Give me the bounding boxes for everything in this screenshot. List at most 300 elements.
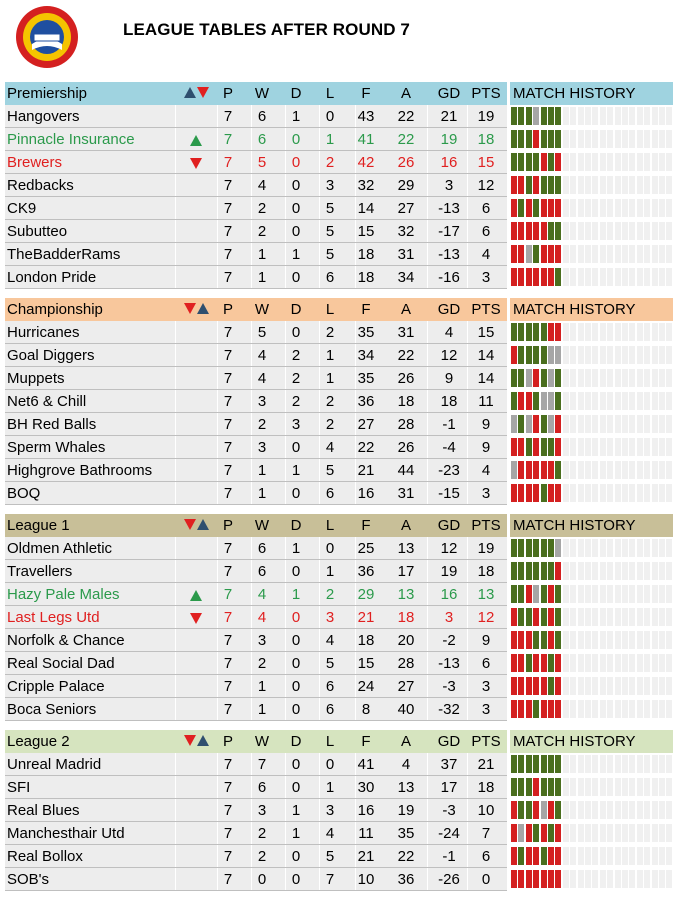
stat-pts: 6 xyxy=(481,655,491,672)
win-result-bar xyxy=(548,130,554,148)
win-result-bar xyxy=(555,176,561,194)
empty-result-slot xyxy=(615,700,621,718)
stat-p: 7 xyxy=(223,177,233,194)
empty-result-slot xyxy=(622,539,628,557)
loss-result-bar xyxy=(541,245,547,263)
empty-result-slot xyxy=(615,755,621,773)
empty-result-slot xyxy=(637,461,643,479)
empty-result-slot xyxy=(666,268,672,286)
column-header-gd: GD xyxy=(437,733,461,750)
win-result-bar xyxy=(548,153,554,171)
match-history-bars xyxy=(511,847,675,867)
empty-result-slot xyxy=(578,484,584,502)
stat-w: 1 xyxy=(257,246,267,263)
win-result-bar xyxy=(526,801,532,819)
stat-a: 29 xyxy=(397,177,415,194)
draw-result-bar xyxy=(533,585,539,603)
empty-result-slot xyxy=(600,268,606,286)
loss-result-bar xyxy=(555,677,561,695)
stat-a: 31 xyxy=(397,246,415,263)
empty-result-slot xyxy=(578,199,584,217)
empty-result-slot xyxy=(592,369,598,387)
win-result-bar xyxy=(518,778,524,796)
win-result-bar xyxy=(541,755,547,773)
empty-result-slot xyxy=(570,268,576,286)
column-header-gd: GD xyxy=(437,517,461,534)
draw-result-bar xyxy=(555,346,561,364)
loss-result-bar xyxy=(533,677,539,695)
empty-result-slot xyxy=(592,585,598,603)
stat-l: 0 xyxy=(325,108,335,125)
stat-p: 7 xyxy=(223,779,233,796)
win-result-bar xyxy=(526,438,532,456)
win-result-bar xyxy=(555,778,561,796)
empty-result-slot xyxy=(644,484,650,502)
stat-a: 13 xyxy=(397,779,415,796)
match-history-bars xyxy=(511,107,675,127)
empty-result-slot xyxy=(600,631,606,649)
loss-result-bar xyxy=(518,268,524,286)
stat-w: 4 xyxy=(257,586,267,603)
stat-f: 16 xyxy=(357,485,375,502)
match-history-bars xyxy=(511,323,675,343)
stat-f: 35 xyxy=(357,324,375,341)
empty-result-slot xyxy=(600,461,606,479)
win-result-bar xyxy=(511,755,517,773)
stat-f: 34 xyxy=(357,347,375,364)
win-result-bar xyxy=(518,847,524,865)
league-name: League 2 xyxy=(7,733,70,750)
team-row xyxy=(5,413,673,436)
column-header-w: W xyxy=(254,85,270,102)
stat-gd: 19 xyxy=(440,131,458,148)
stat-p: 7 xyxy=(223,586,233,603)
stat-gd: 18 xyxy=(440,393,458,410)
empty-result-slot xyxy=(607,107,613,125)
empty-result-slot xyxy=(615,870,621,888)
stat-gd: -16 xyxy=(438,269,460,286)
empty-result-slot xyxy=(563,176,569,194)
loss-result-bar xyxy=(548,245,554,263)
up-arrow-icon xyxy=(197,519,209,530)
win-result-bar xyxy=(518,369,524,387)
loss-result-bar xyxy=(518,631,524,649)
stat-d: 2 xyxy=(291,393,301,410)
match-history-bars xyxy=(511,631,675,651)
empty-result-slot xyxy=(615,484,621,502)
empty-result-slot xyxy=(622,801,628,819)
stat-pts: 12 xyxy=(477,177,495,194)
win-result-bar xyxy=(511,323,517,341)
win-result-bar xyxy=(533,700,539,718)
team-name: Net6 & Chill xyxy=(7,393,87,410)
empty-result-slot xyxy=(592,778,598,796)
stat-d: 0 xyxy=(291,655,301,672)
empty-result-slot xyxy=(615,323,621,341)
empty-result-slot xyxy=(644,153,650,171)
loss-result-bar xyxy=(555,199,561,217)
loss-result-bar xyxy=(555,323,561,341)
up-arrow-icon xyxy=(197,735,209,746)
match-history-bars xyxy=(511,484,675,504)
loss-result-bar xyxy=(511,346,517,364)
empty-result-slot xyxy=(600,199,606,217)
stat-f: 30 xyxy=(357,779,375,796)
stat-l: 1 xyxy=(325,370,335,387)
stat-p: 7 xyxy=(223,632,233,649)
stat-l: 1 xyxy=(325,779,335,796)
empty-result-slot xyxy=(629,323,635,341)
empty-result-slot xyxy=(563,755,569,773)
match-history-bars xyxy=(511,245,675,265)
stat-w: 2 xyxy=(257,200,267,217)
empty-result-slot xyxy=(592,631,598,649)
league-header-row xyxy=(5,514,673,537)
stat-a: 26 xyxy=(397,154,415,171)
draw-result-bar xyxy=(548,346,554,364)
empty-result-slot xyxy=(644,323,650,341)
win-result-bar xyxy=(511,539,517,557)
loss-result-bar xyxy=(518,461,524,479)
empty-result-slot xyxy=(629,654,635,672)
empty-result-slot xyxy=(644,631,650,649)
empty-result-slot xyxy=(615,778,621,796)
stat-gd: 16 xyxy=(440,154,458,171)
win-result-bar xyxy=(541,369,547,387)
empty-result-slot xyxy=(570,608,576,626)
empty-result-slot xyxy=(585,778,591,796)
empty-result-slot xyxy=(585,755,591,773)
loss-result-bar xyxy=(555,700,561,718)
loss-result-bar xyxy=(526,847,532,865)
empty-result-slot xyxy=(659,176,665,194)
empty-result-slot xyxy=(666,778,672,796)
empty-result-slot xyxy=(659,870,665,888)
empty-result-slot xyxy=(585,415,591,433)
empty-result-slot xyxy=(622,461,628,479)
stat-l: 5 xyxy=(325,223,335,240)
empty-result-slot xyxy=(563,130,569,148)
empty-result-slot xyxy=(570,199,576,217)
empty-result-slot xyxy=(607,222,613,240)
stat-a: 19 xyxy=(397,802,415,819)
team-name: Hurricanes xyxy=(7,324,80,341)
empty-result-slot xyxy=(563,847,569,865)
stat-pts: 6 xyxy=(481,848,491,865)
empty-result-slot xyxy=(607,323,613,341)
empty-result-slot xyxy=(615,438,621,456)
win-result-bar xyxy=(541,346,547,364)
empty-result-slot xyxy=(659,755,665,773)
win-result-bar xyxy=(541,631,547,649)
stat-p: 7 xyxy=(223,131,233,148)
empty-result-slot xyxy=(637,268,643,286)
empty-result-slot xyxy=(659,369,665,387)
stat-p: 7 xyxy=(223,462,233,479)
stat-a: 4 xyxy=(401,756,411,773)
empty-result-slot xyxy=(659,130,665,148)
empty-result-slot xyxy=(629,539,635,557)
league-table-1 xyxy=(5,82,673,289)
empty-result-slot xyxy=(622,484,628,502)
empty-result-slot xyxy=(615,369,621,387)
stat-w: 3 xyxy=(257,802,267,819)
empty-result-slot xyxy=(570,323,576,341)
empty-result-slot xyxy=(585,847,591,865)
empty-result-slot xyxy=(666,539,672,557)
stat-l: 4 xyxy=(325,439,335,456)
empty-result-slot xyxy=(644,245,650,263)
win-result-bar xyxy=(518,539,524,557)
stat-pts: 19 xyxy=(477,540,495,557)
empty-result-slot xyxy=(585,631,591,649)
empty-result-slot xyxy=(600,755,606,773)
stat-a: 22 xyxy=(397,131,415,148)
stat-w: 3 xyxy=(257,632,267,649)
empty-result-slot xyxy=(585,153,591,171)
team-row xyxy=(5,151,673,174)
empty-result-slot xyxy=(629,608,635,626)
empty-result-slot xyxy=(578,222,584,240)
stat-d: 0 xyxy=(291,563,301,580)
stat-f: 18 xyxy=(357,269,375,286)
team-name: Highgrove Bathrooms xyxy=(7,462,153,479)
empty-result-slot xyxy=(570,847,576,865)
win-result-bar xyxy=(548,176,554,194)
stat-d: 0 xyxy=(291,200,301,217)
page-title: LEAGUE TABLES AFTER ROUND 7 xyxy=(123,20,410,39)
empty-result-slot xyxy=(629,415,635,433)
empty-result-slot xyxy=(615,415,621,433)
empty-result-slot xyxy=(578,608,584,626)
empty-result-slot xyxy=(666,199,672,217)
loss-result-bar xyxy=(555,847,561,865)
row-divider xyxy=(5,504,507,505)
empty-result-slot xyxy=(622,130,628,148)
stat-p: 7 xyxy=(223,269,233,286)
empty-result-slot xyxy=(570,222,576,240)
stat-w: 4 xyxy=(257,347,267,364)
empty-result-slot xyxy=(615,585,621,603)
empty-result-slot xyxy=(600,847,606,865)
empty-result-slot xyxy=(592,176,598,194)
team-name: Pinnacle Insurance xyxy=(7,131,135,148)
stat-f: 21 xyxy=(357,848,375,865)
stat-f: 35 xyxy=(357,370,375,387)
loss-result-bar xyxy=(526,677,532,695)
team-name: Goal Diggers xyxy=(7,347,95,364)
match-history-bars xyxy=(511,369,675,389)
empty-result-slot xyxy=(570,153,576,171)
promotion-arrow-icon xyxy=(190,135,202,146)
empty-result-slot xyxy=(585,562,591,580)
stat-d: 0 xyxy=(291,269,301,286)
loss-result-bar xyxy=(541,268,547,286)
stat-f: 24 xyxy=(357,678,375,695)
win-result-bar xyxy=(541,438,547,456)
empty-result-slot xyxy=(592,268,598,286)
draw-result-bar xyxy=(541,392,547,410)
loss-result-bar xyxy=(511,801,517,819)
column-header-p: P xyxy=(222,301,233,318)
empty-result-slot xyxy=(578,153,584,171)
empty-result-slot xyxy=(585,268,591,286)
empty-result-slot xyxy=(637,369,643,387)
win-result-bar xyxy=(548,778,554,796)
empty-result-slot xyxy=(637,631,643,649)
loss-result-bar xyxy=(511,677,517,695)
win-result-bar xyxy=(555,608,561,626)
empty-result-slot xyxy=(607,392,613,410)
win-result-bar xyxy=(533,392,539,410)
stat-d: 1 xyxy=(291,462,301,479)
empty-result-slot xyxy=(585,392,591,410)
team-name: Norfolk & Chance xyxy=(7,632,125,649)
empty-result-slot xyxy=(637,562,643,580)
loss-result-bar xyxy=(548,870,554,888)
relegation-arrow-icon xyxy=(190,158,202,169)
stat-f: 8 xyxy=(361,701,371,718)
empty-result-slot xyxy=(570,176,576,194)
empty-result-slot xyxy=(666,700,672,718)
empty-result-slot xyxy=(600,562,606,580)
team-row xyxy=(5,537,673,560)
draw-result-bar xyxy=(526,245,532,263)
empty-result-slot xyxy=(622,631,628,649)
win-result-bar xyxy=(526,608,532,626)
empty-result-slot xyxy=(652,369,658,387)
empty-result-slot xyxy=(570,778,576,796)
empty-result-slot xyxy=(615,539,621,557)
empty-result-slot xyxy=(659,153,665,171)
win-result-bar xyxy=(555,392,561,410)
loss-result-bar xyxy=(548,484,554,502)
team-name: Last Legs Utd xyxy=(7,609,100,626)
stat-a: 26 xyxy=(397,370,415,387)
stat-p: 7 xyxy=(223,108,233,125)
win-result-bar xyxy=(548,222,554,240)
team-row xyxy=(5,822,673,845)
loss-result-bar xyxy=(511,700,517,718)
stat-f: 21 xyxy=(357,609,375,626)
stat-pts: 18 xyxy=(477,779,495,796)
draw-result-bar xyxy=(548,392,554,410)
empty-result-slot xyxy=(578,870,584,888)
empty-result-slot xyxy=(615,130,621,148)
loss-result-bar xyxy=(533,176,539,194)
empty-result-slot xyxy=(615,176,621,194)
stat-p: 7 xyxy=(223,609,233,626)
empty-result-slot xyxy=(629,585,635,603)
column-header-a: A xyxy=(400,733,411,750)
empty-result-slot xyxy=(592,438,598,456)
empty-result-slot xyxy=(644,438,650,456)
empty-result-slot xyxy=(659,700,665,718)
empty-result-slot xyxy=(629,222,635,240)
empty-result-slot xyxy=(652,461,658,479)
empty-result-slot xyxy=(629,130,635,148)
loss-result-bar xyxy=(518,176,524,194)
team-row xyxy=(5,344,673,367)
empty-result-slot xyxy=(607,608,613,626)
empty-result-slot xyxy=(607,130,613,148)
empty-result-slot xyxy=(578,539,584,557)
win-result-bar xyxy=(541,847,547,865)
team-row xyxy=(5,698,673,721)
empty-result-slot xyxy=(570,392,576,410)
win-result-bar xyxy=(526,778,532,796)
empty-result-slot xyxy=(615,562,621,580)
stat-l: 1 xyxy=(325,563,335,580)
stat-gd: -13 xyxy=(438,246,460,263)
team-row xyxy=(5,321,673,344)
empty-result-slot xyxy=(592,801,598,819)
team-row xyxy=(5,753,673,776)
match-history-bars xyxy=(511,438,675,458)
win-result-bar xyxy=(518,801,524,819)
empty-result-slot xyxy=(622,654,628,672)
stat-w: 4 xyxy=(257,370,267,387)
win-result-bar xyxy=(511,130,517,148)
match-history-header: MATCH HISTORY xyxy=(510,298,673,321)
loss-result-bar xyxy=(533,130,539,148)
stat-d: 1 xyxy=(291,802,301,819)
empty-result-slot xyxy=(629,847,635,865)
stat-f: 14 xyxy=(357,200,375,217)
empty-result-slot xyxy=(629,153,635,171)
column-header-f: F xyxy=(361,85,371,102)
empty-result-slot xyxy=(644,369,650,387)
empty-result-slot xyxy=(607,870,613,888)
match-history-bars xyxy=(511,415,675,435)
empty-result-slot xyxy=(644,392,650,410)
stat-gd: 17 xyxy=(440,779,458,796)
empty-result-slot xyxy=(607,539,613,557)
empty-result-slot xyxy=(652,484,658,502)
win-result-bar xyxy=(526,176,532,194)
stat-d: 0 xyxy=(291,701,301,718)
stat-gd: 21 xyxy=(440,108,458,125)
empty-result-slot xyxy=(585,199,591,217)
stat-p: 7 xyxy=(223,563,233,580)
stat-p: 7 xyxy=(223,416,233,433)
empty-result-slot xyxy=(600,539,606,557)
empty-result-slot xyxy=(578,369,584,387)
empty-result-slot xyxy=(592,392,598,410)
loss-result-bar xyxy=(526,631,532,649)
empty-result-slot xyxy=(615,346,621,364)
empty-result-slot xyxy=(578,392,584,410)
empty-result-slot xyxy=(585,608,591,626)
stat-d: 1 xyxy=(291,586,301,603)
stat-gd: -24 xyxy=(438,825,460,842)
stat-pts: 3 xyxy=(481,485,491,502)
empty-result-slot xyxy=(622,755,628,773)
empty-result-slot xyxy=(578,585,584,603)
loss-result-bar xyxy=(518,870,524,888)
win-result-bar xyxy=(511,153,517,171)
empty-result-slot xyxy=(622,562,628,580)
empty-result-slot xyxy=(615,153,621,171)
stat-w: 5 xyxy=(257,154,267,171)
empty-result-slot xyxy=(644,176,650,194)
win-result-bar xyxy=(533,539,539,557)
empty-result-slot xyxy=(578,107,584,125)
empty-result-slot xyxy=(622,107,628,125)
down-arrow-icon xyxy=(184,303,196,314)
empty-result-slot xyxy=(637,608,643,626)
stat-p: 7 xyxy=(223,439,233,456)
